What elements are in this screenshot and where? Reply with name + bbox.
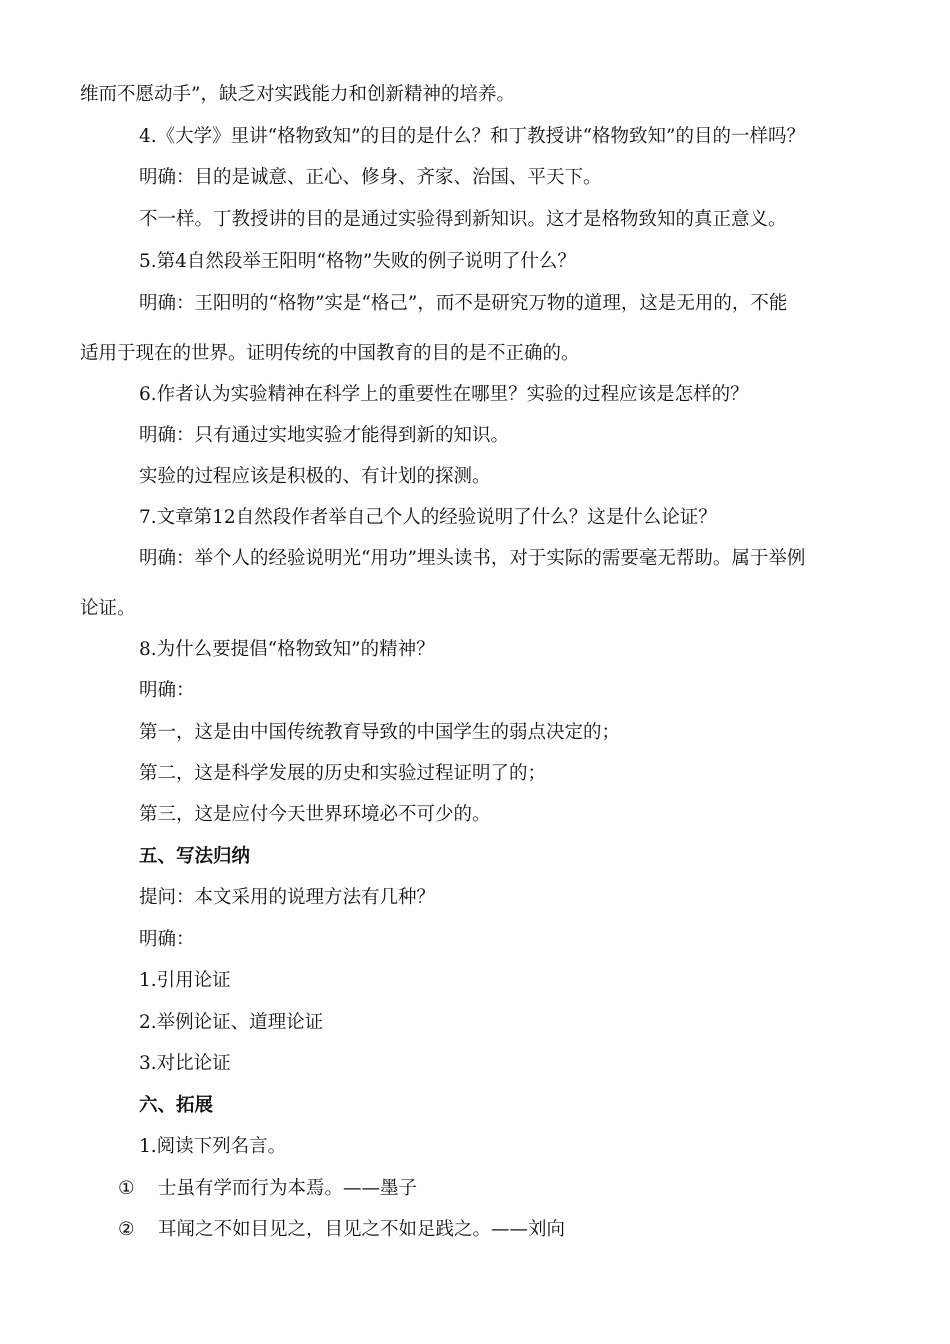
answer-line: 明确：举个人的经验说明光“用功”埋头读书，对于实际的需要毫无帮助。属于举例 xyxy=(139,548,806,569)
list-item: 第三，这是应付今天世界环境必不可少的。 xyxy=(139,804,491,825)
quote-text: 士虽有学而行为本焉。——墨子 xyxy=(158,1178,418,1199)
question-5: 5.第4自然段举王阳明“格物”失败的例子说明了什么？ xyxy=(139,251,576,272)
quote-item xyxy=(118,1217,565,1243)
question-6: 6.作者认为实验精神在科学上的重要性在哪里？实验的过程应该是怎样的？ xyxy=(139,384,749,405)
list-item: 第一，这是由中国传统教育导致的中国学生的弱点决定的； xyxy=(139,722,621,743)
section-heading: 六、拓展 xyxy=(139,1095,214,1116)
text-line: 不一样。丁教授讲的目的是通过实验得到新知识。这才是格物致知的真正意义。 xyxy=(139,209,787,230)
text-line: 实验的过程应该是积极的、有计划的探测。 xyxy=(139,466,491,487)
text-line: 维而不愿动手”，缺乏对实践能力和创新精神的培养。 xyxy=(80,84,515,105)
question-8: 8.为什么要提倡“格物致知”的精神？ xyxy=(139,639,435,660)
question-4: 4.《大学》里讲“格物致知”的目的是什么？和丁教授讲“格物致知”的目的一样吗？ xyxy=(139,126,805,147)
text-line: 1.阅读下列名言。 xyxy=(139,1136,287,1157)
quote-number: ② xyxy=(118,1219,135,1240)
answer-line: 明确：目的是诚意、正心、修身、齐家、治国、平天下。 xyxy=(139,167,602,188)
question-line: 提问：本文采用的说理方法有几种？ xyxy=(139,887,436,908)
list-item: 1.引用论证 xyxy=(139,970,231,991)
text-line: 论证。 xyxy=(80,598,136,619)
section-heading: 五、写法归纳 xyxy=(139,846,251,867)
answer-label: 明确： xyxy=(139,929,195,950)
quote-number: ① xyxy=(118,1178,135,1199)
list-item: 第二，这是科学发展的历史和实验过程证明了的； xyxy=(139,763,547,784)
quote-item xyxy=(118,1176,417,1202)
answer-label: 明确： xyxy=(139,680,195,701)
list-item: 2.举例论证、道理论证 xyxy=(139,1012,324,1033)
answer-line: 明确：王阳明的“格物”实是“格己”，而不是研究万物的道理，这是无用的，不能 xyxy=(139,293,788,314)
list-item: 3.对比论证 xyxy=(139,1053,231,1074)
text-line: 适用于现在的世界。证明传统的中国教育的目的是不正确的。 xyxy=(80,343,580,364)
answer-line: 明确：只有通过实地实验才能得到新的知识。 xyxy=(139,425,510,446)
question-7: 7.文章第12自然段作者举自己个人的经验说明了什么？这是什么论证？ xyxy=(139,507,717,528)
quote-text: 耳闻之不如目见之，目见之不如足践之。——刘向 xyxy=(158,1219,566,1240)
